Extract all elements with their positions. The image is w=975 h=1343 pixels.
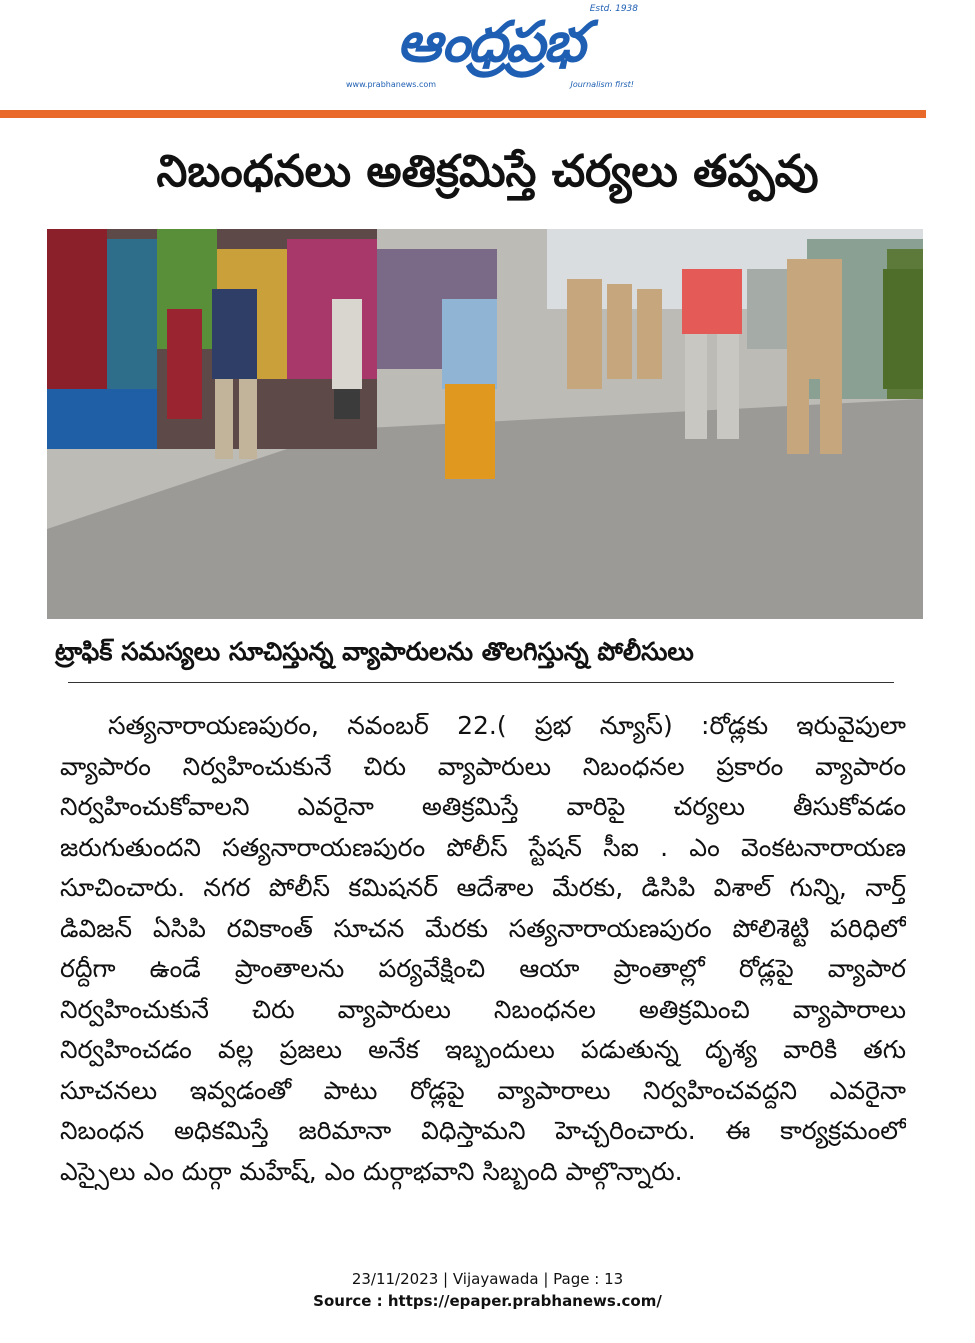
street-market-photo-icon [47, 229, 923, 619]
body-line: ఎస్సైలు ఎం దుర్గా మహేష్, ఎం దుర్గాభవాని సిబ్బంది పాల్గొన్నారు. [60, 1156, 683, 1186]
body-line: నిబంధన అధికమిస్తే జరిమానా విధిస్తామని హెచ్చరించారు. ఈ కార్యక్రమంలో [60, 1116, 906, 1145]
masthead-divider [0, 110, 926, 118]
body-line: రద్దీగా ఉండే ప్రాంతాలను పర్యవేక్షించి ఆయా ప్రాంతాల్లో రోడ్లపై వ్యాపార [60, 954, 906, 983]
source-link[interactable]: Source : https://epaper.prabhanews.com/ [313, 1292, 662, 1310]
body-line: నిర్వహించుకోవాలని ఎవరైనా అతిక్రమిస్తే వారిపై చర్యలు తీసుకోవడం [60, 792, 906, 821]
page-footer [0, 1268, 975, 1312]
tagline: Journalism first! [570, 80, 634, 89]
body-line: నిర్వహించుకునే చిరు వ్యాపారులు నిబంధనల అతిక్రమించి వ్యాపారాలు [60, 994, 906, 1024]
body-line: డివిజన్ ఏసిపి రవికాంత్ సూచన మేరకు సత్యనారాయణపురం పోలిశెట్టి పరిధిలో [60, 913, 906, 943]
caption-divider [68, 682, 894, 683]
website-label: www.prabhanews.com [346, 80, 437, 89]
body-line: సూచనలు ఇవ్వడంతో పాటు రోడ్లపై వ్యాపారాలు నిర్వహించవద్దని ఎవరైనా [60, 1075, 906, 1105]
article-body [60, 706, 906, 1192]
article-photo [47, 229, 923, 619]
newspaper-logo[interactable] [340, 4, 640, 92]
photo-caption: ట్రాఫిక్ సమస్యలు సూచిస్తున్న వ్యాపారులను తొలగిస్తున్న పోలీసులు [55, 637, 694, 666]
masthead [0, 0, 975, 118]
article-headline: నిబంధనలు అతిక్రమిస్తే చర్యలు తప్పవు [156, 146, 819, 197]
body-line: నిర్వహించడం వల్ల ప్రజలు అనేక ఇబ్బందులు పడుతున్న దృశ్య వారికి తగు [60, 1035, 906, 1064]
body-line: జరుగుతుందని సత్యనారాయణపురం పోలీస్ స్టేషన్ సీఐ . ఎం వెంకటనారాయణ [60, 832, 906, 862]
edition-info: 23/11/2023 | Vijayawada | Page : 13 [351, 1270, 624, 1288]
body-line: సత్యనారాయణపురం, నవంబర్ 22.( ప్రభ న్యూస్) :రోడ్లకు ఇరువైపులా [108, 711, 906, 740]
body-line: వ్యాపారం నిర్వహించుకునే చిరు వ్యాపారులు నిబంధనల ప్రకారం వ్యాపారం [60, 751, 906, 781]
body-line: సూచించారు. నగర పోలీస్ కమిషనర్ ఆదేశాల మేరకు, డిసిపి విశాల్ గున్ని, నార్త్ [60, 873, 906, 902]
logo-wordmark: ఆంధ్రప్రభ [396, 10, 584, 75]
established-year: Estd. 1938 [589, 4, 638, 14]
